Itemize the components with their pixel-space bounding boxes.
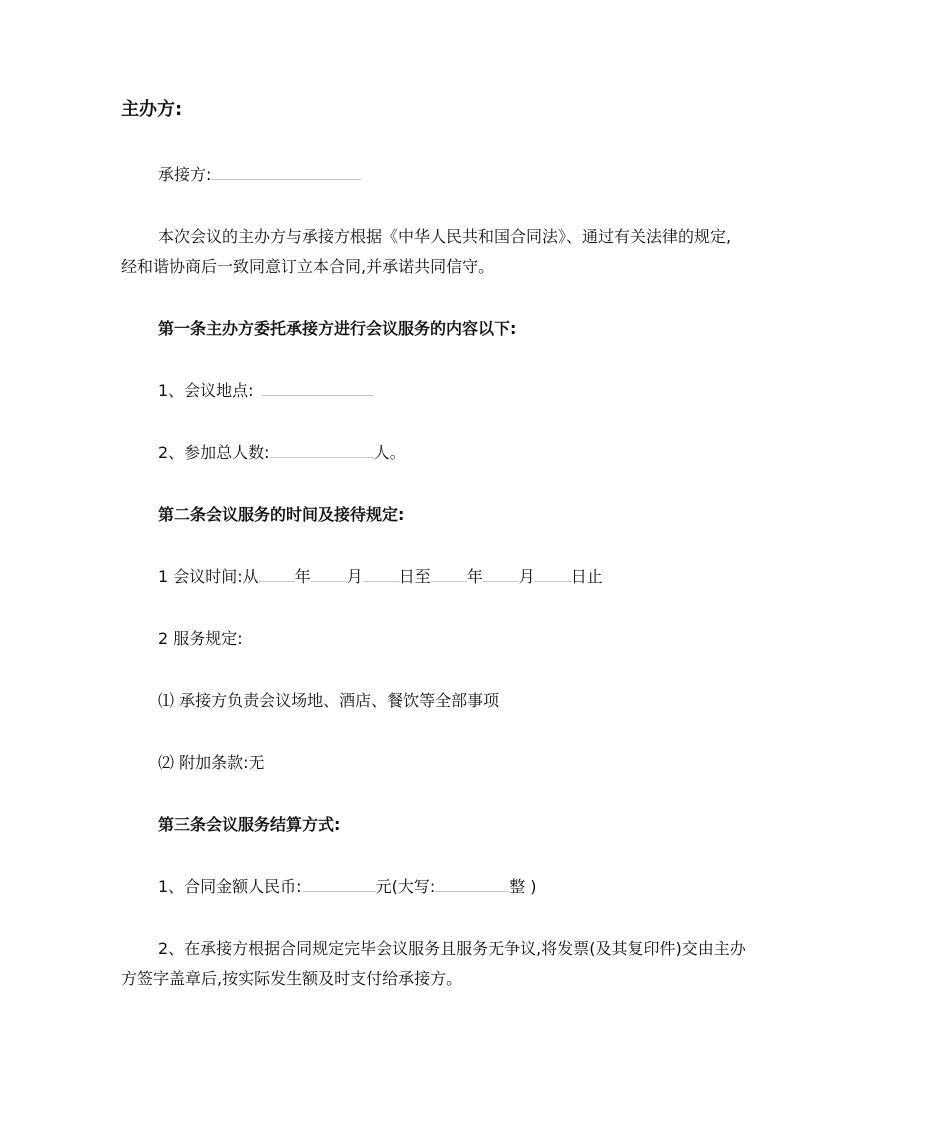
end-year-blank xyxy=(431,567,467,582)
amount-unit: 元(大写: xyxy=(375,877,436,896)
amount-label: 1、合同金额人民币: xyxy=(158,877,302,896)
host-label: 主办方: xyxy=(121,99,183,120)
end-year-label: 年 xyxy=(466,567,483,586)
start-month-label: 月 xyxy=(346,567,363,586)
day-end-label: 日止 xyxy=(570,567,603,586)
attendees-label: 2、参加总人数: xyxy=(158,443,270,462)
article2-heading: 第二条会议服务的时间及接待规定: xyxy=(158,505,405,524)
service-label: 2 服务规定: xyxy=(158,629,243,648)
end-day-blank xyxy=(535,567,571,582)
venue-line xyxy=(158,380,374,402)
intro-line-1: 本次会议的主办方与承接方根据《中华人民共和国合同法》、通过有关法律的规定, xyxy=(158,227,732,246)
service-item-2: ⑵ 附加条款:无 xyxy=(158,753,265,772)
contractor-line xyxy=(158,164,361,186)
end-month-blank xyxy=(483,567,519,582)
meeting-time-line xyxy=(158,566,603,588)
amount-blank xyxy=(302,877,376,892)
intro-line-2: 经和谐协商后一致同意订立本合同,并承诺共同信守。 xyxy=(121,257,495,276)
amount-suffix: 整 ) xyxy=(509,877,537,896)
contractor-blank xyxy=(211,165,361,180)
amount-line xyxy=(158,876,537,898)
start-year-blank xyxy=(259,567,295,582)
time-prefix: 1 会议时间:从 xyxy=(158,567,259,586)
service-item-1: ⑴ 承接方负责会议场地、酒店、餐饮等全部事项 xyxy=(158,691,500,710)
article3-heading: 第三条会议服务结算方式: xyxy=(158,815,341,834)
payment-line-1: 2、在承接方根据合同规定完毕会议服务且服务无争议,将发票(及其复印件)交由主办 xyxy=(158,939,746,958)
article1-heading: 第一条主办方委托承接方进行会议服务的内容以下: xyxy=(158,319,517,338)
start-year-label: 年 xyxy=(294,567,311,586)
contractor-label: 承接方: xyxy=(158,165,212,184)
venue-label: 1、会议地点: xyxy=(158,381,254,400)
amount-words-blank xyxy=(435,877,509,892)
payment-line-2: 方签字盖章后,按实际发生额及时支付给承接方。 xyxy=(121,969,463,988)
start-month-blank xyxy=(311,567,347,582)
start-day-blank xyxy=(363,567,399,582)
end-month-label: 月 xyxy=(518,567,535,586)
attendees-line xyxy=(158,442,406,464)
attendees-blank xyxy=(270,443,374,458)
attendees-suffix: 人。 xyxy=(373,443,406,462)
day-to-label: 日至 xyxy=(398,567,431,586)
venue-blank xyxy=(262,381,374,396)
